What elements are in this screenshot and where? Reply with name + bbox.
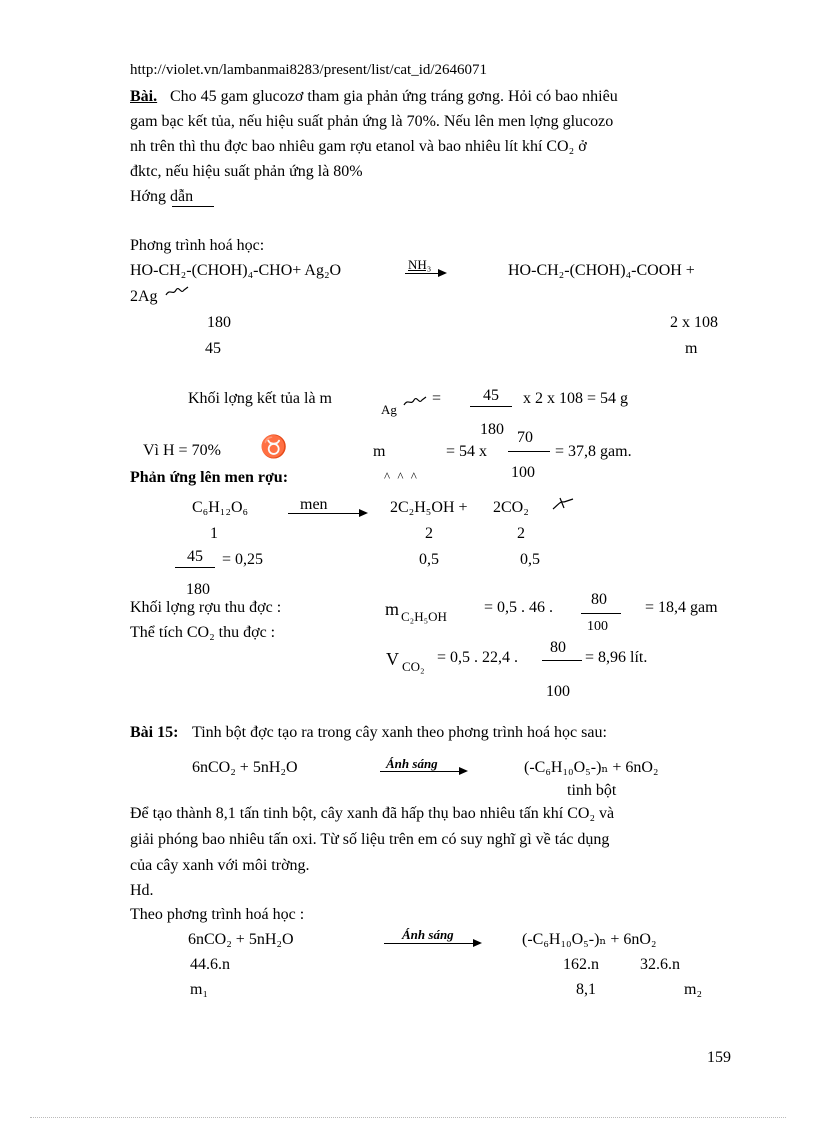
bai15-eq2-condition: Ánh sáng bbox=[402, 927, 454, 942]
bai15-hd: Hd. bbox=[130, 882, 154, 899]
ferment-marks: ^ ^ ^ bbox=[384, 469, 419, 484]
bai15-eq-condition: Ánh sáng bbox=[386, 756, 438, 771]
calc1-fraction-bar bbox=[470, 406, 512, 407]
bai15-a2: 162.n bbox=[563, 956, 599, 973]
bai15-eq-arrow bbox=[380, 771, 466, 772]
bai-line-1: Cho 45 gam glucozơ tham gia phản ứng tráng gơng. Hỏi có bao nhiêu bbox=[170, 88, 618, 105]
ferment-result-3: 0,5 bbox=[520, 551, 540, 568]
calc1-eq: = bbox=[432, 390, 442, 407]
ferment-result-2: 0,5 bbox=[419, 551, 439, 568]
ferment-coef-1: 1 bbox=[210, 525, 218, 542]
bai15-eq-heading: Theo phơng trình hoá học : bbox=[130, 906, 305, 923]
mass-num: 80 bbox=[591, 591, 607, 608]
bai15-eq-right: (-C₆H₁₀O₅-)ₙ + 6nO₂ bbox=[524, 759, 659, 776]
calc1-sub: Ag bbox=[381, 402, 397, 417]
bai15-eq-under: tinh bột bbox=[567, 782, 617, 799]
ferment-arrow bbox=[288, 513, 366, 514]
calc2-fraction-bar bbox=[508, 451, 550, 452]
ferment-fraction-bar bbox=[175, 567, 215, 568]
eq1-mass-2: 2 x 108 bbox=[670, 314, 718, 331]
eq1-left: HO-CH₂-(CHOH)₄-CHO+ Ag₂O bbox=[130, 262, 342, 279]
eq1-value-2: m bbox=[685, 340, 698, 357]
bai-line-4: đktc, nếu hiệu suất phản ứng là 80% bbox=[130, 163, 363, 180]
mass-expr: = 0,5 . 46 . bbox=[484, 599, 554, 616]
bai15-para-1: Để tạo thành 8,1 tấn tinh bột, cây xanh đã hấp thụ bao nhiêu tấn khí CO₂ và bbox=[130, 805, 615, 822]
ferment-coef-3: 2 bbox=[517, 525, 525, 542]
calc2-m: m bbox=[373, 443, 386, 460]
volume-num: 80 bbox=[550, 639, 566, 656]
calc2-result: = 37,8 gam. bbox=[555, 443, 632, 460]
volume-result: = 8,96 lít. bbox=[585, 649, 648, 666]
precipitate-arrow-icon bbox=[164, 284, 190, 298]
ferment-frac-res: = 0,25 bbox=[222, 551, 264, 568]
guide-underline bbox=[172, 206, 214, 207]
mass-den: 100 bbox=[587, 619, 608, 634]
volume-fraction-bar bbox=[542, 660, 582, 661]
calc1-rest: x 2 x 108 = 54 g bbox=[523, 390, 629, 407]
bai15-a1: 44.6.n bbox=[190, 956, 230, 973]
eq1-tail: 2Ag bbox=[130, 288, 158, 305]
eq1-condition: NH₃ bbox=[408, 257, 432, 272]
volume-den: 100 bbox=[546, 683, 570, 700]
gas-arrow-icon bbox=[550, 496, 576, 512]
ferment-frac-num: 45 bbox=[187, 548, 203, 565]
calc1-label: Khối lợng kết tủa là m bbox=[188, 390, 332, 407]
volume-sub: CO₂ bbox=[402, 659, 425, 674]
eq1-mass-1: 180 bbox=[207, 314, 231, 331]
eq1-arrow bbox=[405, 273, 445, 274]
mass-symbol: m bbox=[385, 599, 400, 619]
taurus-symbol: ♉ bbox=[260, 434, 288, 459]
ferment-condition: men bbox=[300, 496, 328, 513]
bai15-a3: 32.6.n bbox=[640, 956, 680, 973]
eq1-value-1: 45 bbox=[205, 340, 221, 357]
ferment-heading: Phản ứng lên men rợu: bbox=[130, 469, 289, 486]
volume-symbol: V bbox=[386, 649, 399, 669]
ferment-frac-den: 180 bbox=[186, 581, 210, 598]
bai15-para-2: giải phóng bao nhiêu tấn oxi. Từ số liệu trên em có suy nghĩ gì về tác dụng bbox=[130, 831, 610, 848]
eq1-heading: Phơng trình hoá học: bbox=[130, 237, 265, 254]
bai15-b2: 8,1 bbox=[576, 981, 596, 998]
mass-fraction-bar bbox=[581, 613, 621, 614]
bai15-eq2-right: (-C₆H₁₀O₅-)ₙ + 6nO₂ bbox=[522, 931, 657, 948]
bai15-eq2-left: 6nCO₂ + 5nH₂O bbox=[188, 931, 294, 948]
bai15-text: Tinh bột đợc tạo ra trong cây xanh theo phơng trình hoá học sau: bbox=[192, 724, 607, 741]
page-bottom-divider bbox=[30, 1117, 786, 1118]
ferment-coef-2: 2 bbox=[425, 525, 433, 542]
bai15-para-3: của cây xanh với môi trờng. bbox=[130, 857, 310, 874]
calc2-den: 100 bbox=[511, 464, 535, 481]
bai-line-2: gam bạc kết tủa, nếu hiệu suất phản ứng là 70%. Nếu lên men lợng glucozo bbox=[130, 113, 614, 130]
bai-title: Bài. bbox=[130, 88, 158, 105]
volume-label: Thể tích CO₂ thu đợc : bbox=[130, 624, 276, 641]
header-url: http://violet.vn/lambanmai8283/present/list/cat_id/2646071 bbox=[130, 62, 488, 78]
calc2-num: 70 bbox=[517, 429, 533, 446]
eq1-right: HO-CH₂-(CHOH)₄-COOH + bbox=[508, 262, 695, 279]
bai15-b1: m₁ bbox=[190, 981, 209, 998]
volume-expr: = 0,5 . 22,4 . bbox=[437, 649, 519, 666]
bai15-title: Bài 15: bbox=[130, 724, 179, 741]
mass-result: = 18,4 gam bbox=[645, 599, 718, 616]
calc1-den: 180 bbox=[480, 421, 504, 438]
mass-sub: C₂H₅OH bbox=[401, 609, 447, 624]
calc2-label: Vì H = 70% bbox=[143, 442, 221, 459]
bai15-eq-left: 6nCO₂ + 5nH₂O bbox=[192, 759, 298, 776]
bai15-eq2-arrow bbox=[384, 943, 480, 944]
calc2-eq: = 54 x bbox=[446, 443, 488, 460]
bai-line-3: nh trên thì thu đợc bao nhiêu gam rợu etanol và bao nhiêu lít khí CO₂ ở bbox=[130, 138, 587, 155]
page-number: 159 bbox=[707, 1049, 731, 1066]
guide-heading: Hớng dẫn bbox=[130, 188, 194, 205]
ferment-product-2: 2CO₂ bbox=[493, 499, 529, 516]
mass-label: Khối lợng rợu thu đợc : bbox=[130, 599, 282, 616]
calc1-num: 45 bbox=[483, 387, 499, 404]
precipitate-arrow-icon-2 bbox=[402, 394, 428, 408]
ferment-reactant: C₆H₁₂O₆ bbox=[192, 499, 249, 516]
ferment-product-1: 2C₂H₅OH + bbox=[390, 499, 468, 516]
bai15-b3: m₂ bbox=[684, 981, 703, 998]
